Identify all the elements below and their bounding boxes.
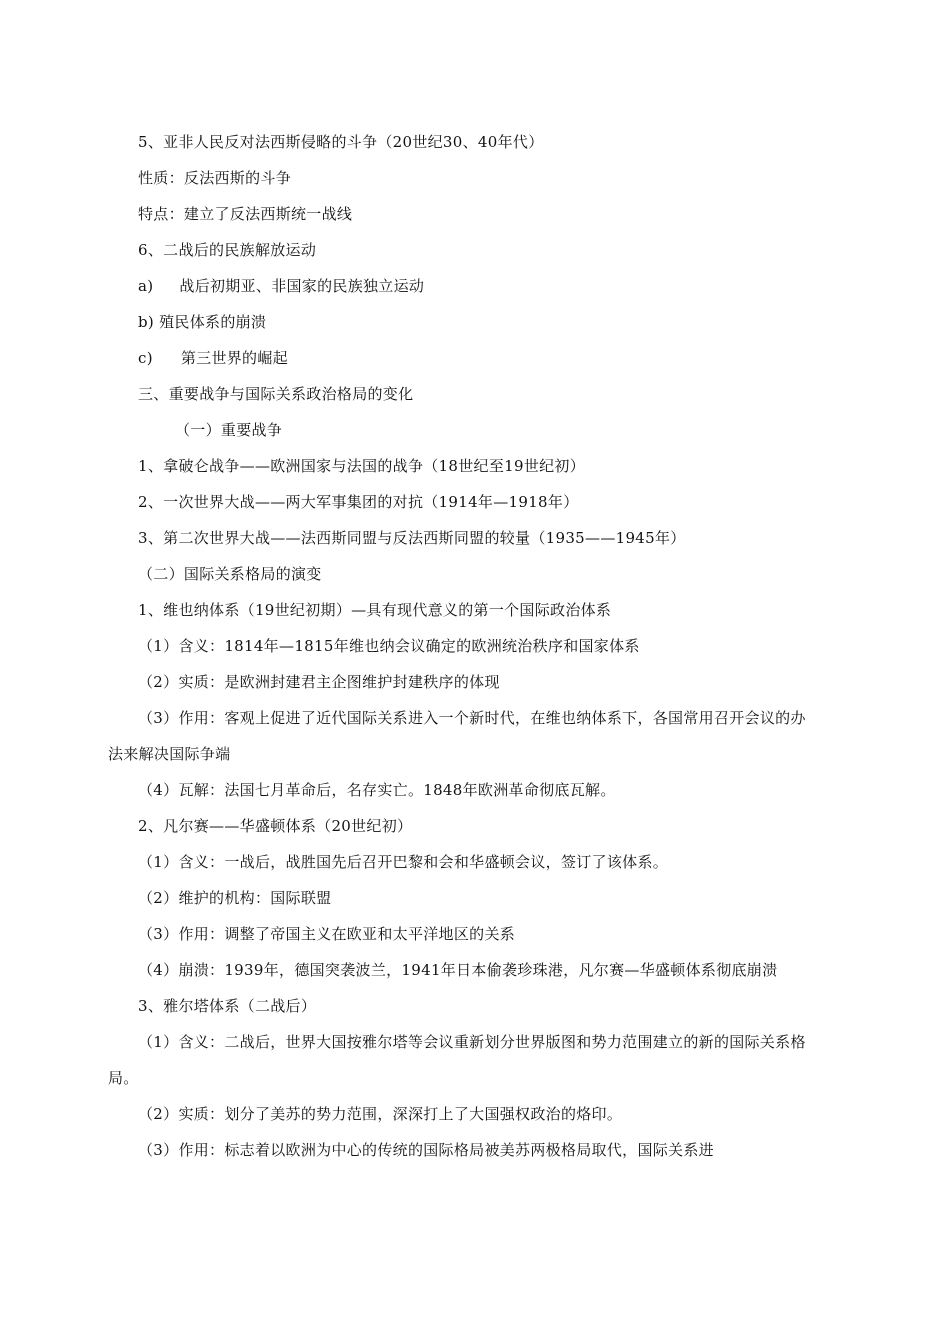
paragraph bbox=[108, 700, 818, 772]
paragraph-text: （4）崩溃：1939年，德国突袭波兰，1941年日本偷袭珍珠港，凡尔赛—华盛顿体系彻底崩溃 bbox=[138, 961, 778, 979]
text-line: （3）作用：标志着以欧洲为中心的传统的国际格局被美苏两极格局取代，国际关系进 bbox=[138, 1141, 714, 1159]
text-line: 1、拿破仑战争——欧洲国家与法国的战争（18世纪至19世纪初） bbox=[138, 457, 586, 475]
list-marker: c) bbox=[138, 349, 153, 367]
text-line: （4）瓦解：法国七月革命后，名存实亡。1848年欧洲革命彻底瓦解。 bbox=[138, 781, 616, 799]
text-line: （1）含义：一战后，战胜国先后召开巴黎和会和华盛顿会议，签订了该体系。 bbox=[138, 853, 669, 871]
list-marker: a) bbox=[138, 277, 154, 295]
text-line: 1、维也纳体系（19世纪初期）—具有现代意义的第一个国际政治体系 bbox=[138, 601, 612, 619]
text-line: 3、第二次世界大战——法西斯同盟与反法西斯同盟的较量（1935——1945年） bbox=[138, 529, 686, 547]
paragraph bbox=[108, 952, 818, 988]
paragraph bbox=[108, 1024, 818, 1096]
text-line: 特点：建立了反法西斯统一战线 bbox=[138, 205, 353, 223]
text-line: （2）实质：划分了美苏的势力范围，深深打上了大国强权政治的烙印。 bbox=[138, 1105, 623, 1123]
text-line: 2、一次世界大战——两大军事集团的对抗（1914年—1918年） bbox=[138, 493, 579, 511]
text-line: 6、二战后的民族解放运动 bbox=[138, 241, 317, 259]
subsection-heading: （二）国际关系格局的演变 bbox=[138, 565, 322, 583]
section-heading: 三、重要战争与国际关系政治格局的变化 bbox=[138, 385, 414, 403]
paragraph-text: （1）含义：二战后，世界大国按雅尔塔等会议重新划分世界版图和势力范围建立的新的国际关系格局。 bbox=[108, 1033, 806, 1087]
text-line: （3）作用：调整了帝国主义在欧亚和太平洋地区的关系 bbox=[138, 925, 516, 943]
list-item-text: 第三世界的崛起 bbox=[180, 349, 288, 367]
text-line: 2、凡尔赛——华盛顿体系（20世纪初） bbox=[138, 817, 413, 835]
document-body bbox=[108, 124, 818, 1168]
list-item-c bbox=[138, 340, 818, 376]
list-item-a bbox=[138, 268, 818, 304]
list-item-text: 战后初期亚、非国家的民族独立运动 bbox=[179, 277, 425, 295]
text-line: （1）含义：1814年—1815年维也纳会议确定的欧洲统治秩序和国家体系 bbox=[138, 637, 640, 655]
text-line: 性质：反法西斯的斗争 bbox=[138, 169, 292, 187]
text-line: （2）维护的机构：国际联盟 bbox=[138, 889, 332, 907]
text-line: 3、雅尔塔体系（二战后） bbox=[138, 997, 317, 1015]
text-line: 5、亚非人民反对法西斯侵略的斗争（20世纪30、40年代） bbox=[138, 133, 544, 151]
list-item-b: b) 殖民体系的崩溃 bbox=[138, 313, 267, 331]
subsection-heading: （一）重要战争 bbox=[175, 421, 283, 439]
text-line: （2）实质：是欧洲封建君主企图维护封建秩序的体现 bbox=[138, 673, 500, 691]
paragraph-text: （3）作用：客观上促进了近代国际关系进入一个新时代，在维也纳体系下，各国常用召开会议的办法来解决国际争端 bbox=[108, 709, 806, 763]
